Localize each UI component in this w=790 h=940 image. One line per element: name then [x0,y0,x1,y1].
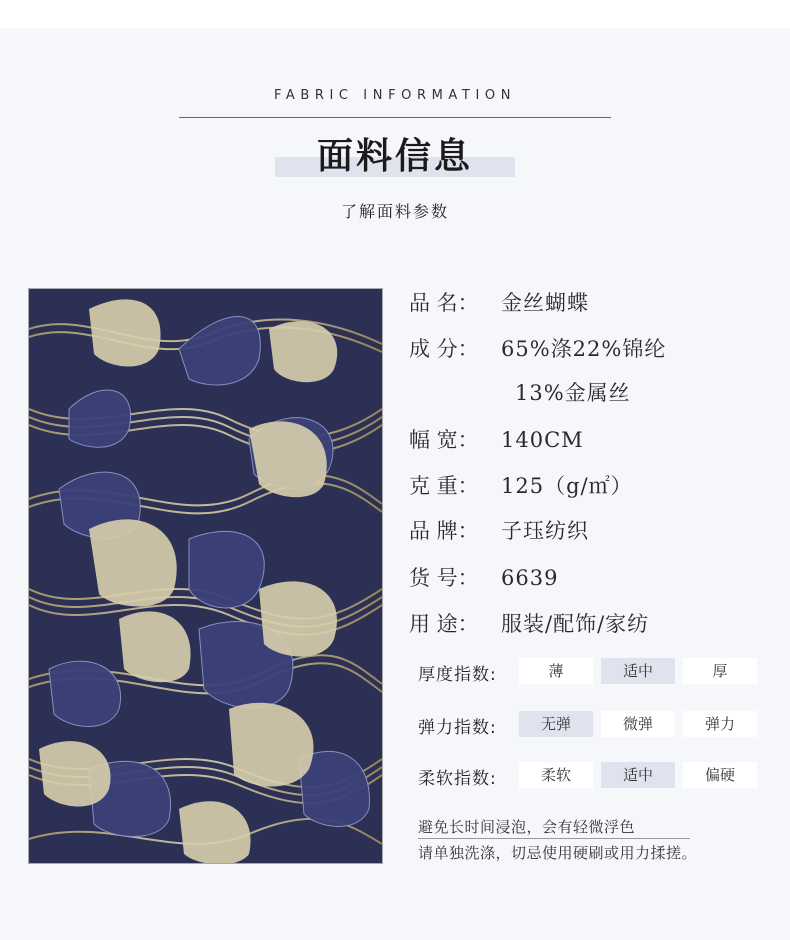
meter-option-selected: 适中 [601,762,675,788]
note-underline [418,838,690,839]
spec-weight: 克 重： 125（g/㎡） [409,474,633,498]
meter-label: 柔软指数: [418,769,497,789]
meter-option: 厚 [683,658,757,684]
fabric-photo [28,288,383,864]
meter-label: 弹力指数: [418,718,497,738]
meter-option: 微弹 [601,711,675,737]
page-title: 面料信息 [316,136,473,177]
meter-option: 偏硬 [683,762,757,788]
meter-option: 薄 [519,658,593,684]
care-notes [418,812,758,862]
header-rule [179,117,611,118]
spec-item-number: 货 号： 6639 [409,566,559,590]
english-title: FABRIC INFORMATION [273,88,517,103]
meter-option-selected: 无弹 [519,711,593,737]
care-note-line: 避免长时间浸泡，会有轻微浮色 [418,818,636,836]
care-note-line: 请单独洗涤，切忌使用硬刷或用力揉搓。 [418,844,698,862]
spec-usage: 用 途： 服装/配饰/家纺 [409,612,650,636]
top-band [0,0,790,28]
meter-option: 弹力 [683,711,757,737]
meter-option: 柔软 [519,762,593,788]
spec-composition-cont: 13%金属丝 [515,381,631,405]
spec-brand: 品 牌： 子珏纺织 [409,519,589,543]
spec-name: 品 名： 金丝蝴蝶 [409,291,589,315]
spec-width: 幅 宽： 140CM [409,428,584,452]
spec-composition: 成 分： 65%涤22%锦纶 [409,337,667,361]
meter-option-selected: 适中 [601,658,675,684]
page-subtitle: 了解面料参数 [340,202,449,221]
fabric-pattern-graphic [29,289,382,863]
meter-label: 厚度指数: [418,665,497,685]
